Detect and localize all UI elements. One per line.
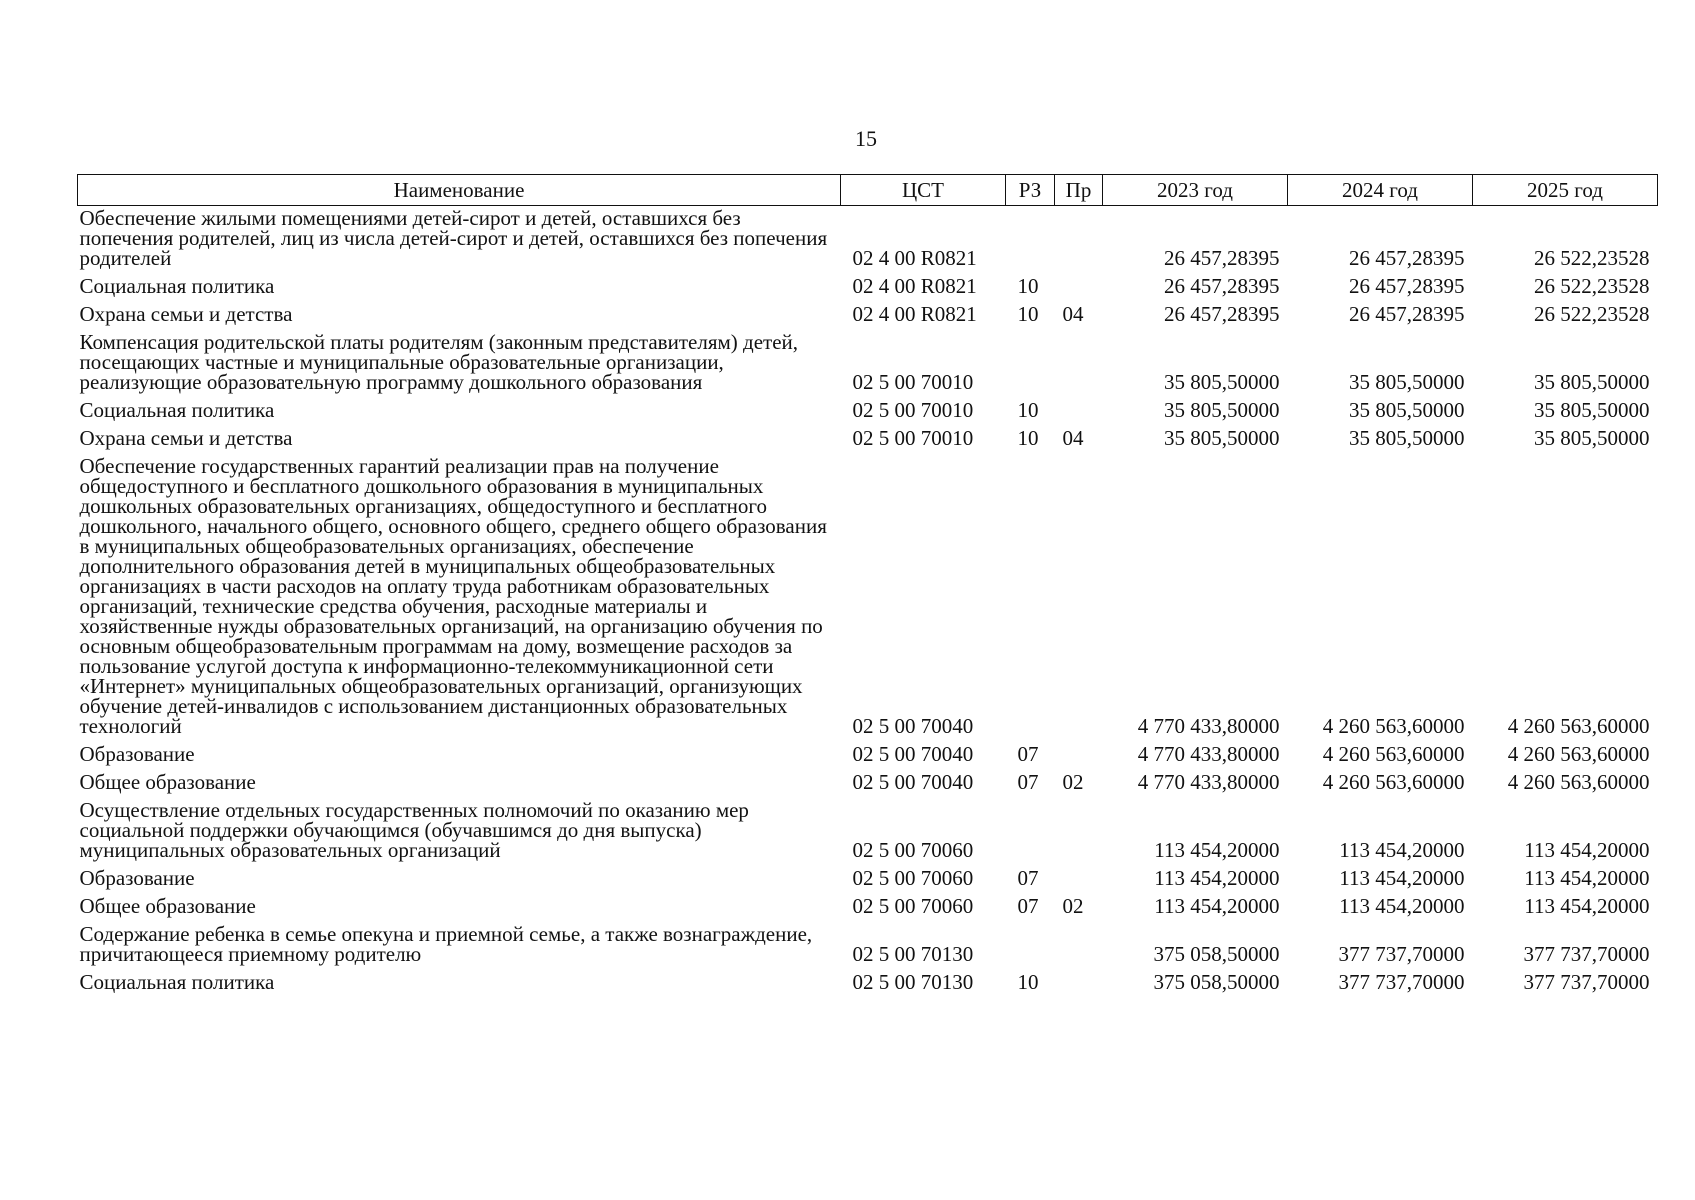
row-name: Обеспечение государственных гарантий реализации прав на получение общедоступного и бесплатного дошкольного образования в муниципальных дошкольных образовательных организациях, общедоступного и бесплатного дошкольного, начального общего, основного общего, среднего общего образования в муниципальных общеобразовательных организациях, обеспечение дополнительного образования детей в муниципальных общеобразовательных организациях в части расходов на оплату труда работникам образовательных организаций, технические средства обучения, расходные материалы и хозяйственные нужды образовательных организаций, на организацию обучения по основным общеобразовательным программам на дому, возмещение расходов за пользование услугой доступа к информационно-телекоммуникационной сети «Интернет» муниципальных общеобразовательных организаций, организующих обучение детей-инвалидов с использованием дистанционных образовательных технологий <box>79 454 827 738</box>
table-row <box>78 894 1658 922</box>
header-2024: 2024 год <box>1288 175 1473 206</box>
row-value-2024: 113 454,20000 <box>1339 838 1465 862</box>
table-row <box>78 742 1658 770</box>
row-value-2024: 4 260 563,60000 <box>1322 714 1465 738</box>
row-name: Охрана семьи и детства <box>79 302 293 326</box>
row-value-2024: 35 805,50000 <box>1349 398 1465 422</box>
row-cst: 02 5 00 70060 <box>852 838 974 862</box>
row-value-2023: 113 454,20000 <box>1154 866 1280 890</box>
row-pr: 02 <box>1062 894 1084 918</box>
row-value-2023: 26 457,28395 <box>1164 274 1280 298</box>
table-header <box>78 175 1658 206</box>
row-cst: 02 4 00 R0821 <box>852 246 977 270</box>
row-value-2024: 113 454,20000 <box>1339 894 1465 918</box>
table-row <box>78 302 1658 330</box>
row-value-2025: 4 260 563,60000 <box>1507 714 1650 738</box>
row-name: Общее образование <box>79 770 256 794</box>
row-pr <box>1055 922 1103 970</box>
row-rz: 10 <box>1017 970 1039 994</box>
row-value-2025: 26 522,23528 <box>1534 246 1650 270</box>
row-value-2024: 35 805,50000 <box>1349 426 1465 450</box>
row-value-2025: 4 260 563,60000 <box>1507 742 1650 766</box>
row-rz: 10 <box>1017 274 1039 298</box>
row-rz <box>1006 454 1055 742</box>
row-rz: 07 <box>1017 894 1039 918</box>
row-name: Обеспечение жилыми помещениями детей-сирот и детей, оставшихся без попечения родителей, лиц из числа детей-сирот и детей, оставшихся без попечения родителей <box>79 206 828 270</box>
budget-table <box>77 174 1658 998</box>
row-name: Компенсация родительской платы родителям (законным представителям) детей, посещающих частные и муниципальные образовательные организации, реализующие образовательную программу дошкольного образования <box>79 330 799 394</box>
row-value-2024: 4 260 563,60000 <box>1322 742 1465 766</box>
row-value-2024: 113 454,20000 <box>1339 866 1465 890</box>
header-rz: РЗ <box>1006 175 1055 206</box>
row-pr <box>1055 970 1103 998</box>
row-name: Образование <box>79 742 195 766</box>
table-row <box>78 206 1658 275</box>
row-value-2023: 26 457,28395 <box>1164 302 1280 326</box>
row-rz: 10 <box>1017 426 1039 450</box>
row-rz <box>1006 798 1055 866</box>
row-value-2023: 35 805,50000 <box>1164 398 1280 422</box>
row-value-2023: 4 770 433,80000 <box>1137 742 1280 766</box>
header-row <box>78 175 1658 206</box>
row-value-2023: 113 454,20000 <box>1154 894 1280 918</box>
row-pr: 04 <box>1062 302 1084 326</box>
row-value-2024: 26 457,28395 <box>1349 274 1465 298</box>
row-pr: 02 <box>1062 770 1084 794</box>
row-pr <box>1055 398 1103 426</box>
row-value-2024: 377 737,70000 <box>1338 942 1465 966</box>
row-pr <box>1055 206 1103 275</box>
header-name: Наименование <box>78 175 841 206</box>
row-value-2024: 26 457,28395 <box>1349 302 1465 326</box>
row-name: Социальная политика <box>79 970 275 994</box>
row-rz <box>1006 330 1055 398</box>
row-value-2025: 113 454,20000 <box>1524 866 1650 890</box>
row-value-2023: 35 805,50000 <box>1164 370 1280 394</box>
header-pr: Пр <box>1055 175 1103 206</box>
row-pr <box>1055 798 1103 866</box>
row-value-2023: 375 058,50000 <box>1153 942 1280 966</box>
row-cst: 02 5 00 70010 <box>852 370 974 394</box>
row-rz: 10 <box>1017 302 1039 326</box>
row-value-2025: 113 454,20000 <box>1524 838 1650 862</box>
table-body <box>78 206 1658 999</box>
row-pr <box>1055 866 1103 894</box>
row-cst: 02 5 00 70060 <box>852 866 974 890</box>
row-value-2024: 26 457,28395 <box>1349 246 1465 270</box>
row-cst: 02 5 00 70040 <box>852 742 974 766</box>
row-rz <box>1006 206 1055 275</box>
row-name: Социальная политика <box>79 398 275 422</box>
row-cst: 02 4 00 R0821 <box>852 274 977 298</box>
row-cst: 02 5 00 70040 <box>852 770 974 794</box>
row-cst: 02 5 00 70130 <box>852 942 974 966</box>
row-pr <box>1055 330 1103 398</box>
row-value-2024: 35 805,50000 <box>1349 370 1465 394</box>
row-name: Образование <box>79 866 195 890</box>
table-row <box>78 330 1658 398</box>
row-value-2023: 375 058,50000 <box>1153 970 1280 994</box>
row-value-2023: 35 805,50000 <box>1164 426 1280 450</box>
row-rz: 07 <box>1017 742 1039 766</box>
row-value-2023: 113 454,20000 <box>1154 838 1280 862</box>
row-value-2024: 4 260 563,60000 <box>1322 770 1465 794</box>
row-cst: 02 5 00 70010 <box>852 426 974 450</box>
table-row <box>78 798 1658 866</box>
table-row <box>78 454 1658 742</box>
table-row <box>78 922 1658 970</box>
row-value-2025: 377 737,70000 <box>1523 942 1650 966</box>
row-rz: 07 <box>1017 770 1039 794</box>
row-cst: 02 5 00 70040 <box>852 714 974 738</box>
row-name: Осуществление отдельных государственных полномочий по оказанию мер социальной поддержки обучающимся (обучавшимся до дня выпуска) муниципальных образовательных организаций <box>79 798 749 862</box>
row-name: Общее образование <box>79 894 256 918</box>
row-value-2025: 35 805,50000 <box>1534 370 1650 394</box>
row-cst: 02 5 00 70060 <box>852 894 974 918</box>
page-number: 15 <box>855 126 877 151</box>
row-value-2025: 35 805,50000 <box>1534 398 1650 422</box>
row-value-2025: 26 522,23528 <box>1534 302 1650 326</box>
row-rz: 10 <box>1017 398 1039 422</box>
row-value-2025: 4 260 563,60000 <box>1507 770 1650 794</box>
row-rz: 07 <box>1017 866 1039 890</box>
table-row <box>78 866 1658 894</box>
row-value-2025: 377 737,70000 <box>1523 970 1650 994</box>
row-value-2023: 4 770 433,80000 <box>1137 714 1280 738</box>
header-2023: 2023 год <box>1103 175 1288 206</box>
header-2025: 2025 год <box>1473 175 1658 206</box>
row-name: Социальная политика <box>79 274 275 298</box>
table-row <box>78 426 1658 454</box>
row-value-2025: 113 454,20000 <box>1524 894 1650 918</box>
row-pr <box>1055 742 1103 770</box>
table-row <box>78 770 1658 798</box>
row-value-2025: 26 522,23528 <box>1534 274 1650 298</box>
row-cst: 02 4 00 R0821 <box>852 302 977 326</box>
table-row <box>78 970 1658 998</box>
row-name: Содержание ребенка в семье опекуна и приемной семье, а также вознаграждение, причитающееся приемному родителю <box>79 922 813 966</box>
row-pr: 04 <box>1062 426 1084 450</box>
row-name: Охрана семьи и детства <box>79 426 293 450</box>
row-value-2023: 26 457,28395 <box>1164 246 1280 270</box>
row-value-2024: 377 737,70000 <box>1338 970 1465 994</box>
header-cst: ЦСТ <box>841 175 1006 206</box>
table-row <box>78 398 1658 426</box>
table-row <box>78 274 1658 302</box>
row-value-2025: 35 805,50000 <box>1534 426 1650 450</box>
row-pr <box>1055 454 1103 742</box>
row-value-2023: 4 770 433,80000 <box>1137 770 1280 794</box>
row-cst: 02 5 00 70010 <box>852 398 974 422</box>
row-rz <box>1006 922 1055 970</box>
row-pr <box>1055 274 1103 302</box>
row-cst: 02 5 00 70130 <box>852 970 974 994</box>
